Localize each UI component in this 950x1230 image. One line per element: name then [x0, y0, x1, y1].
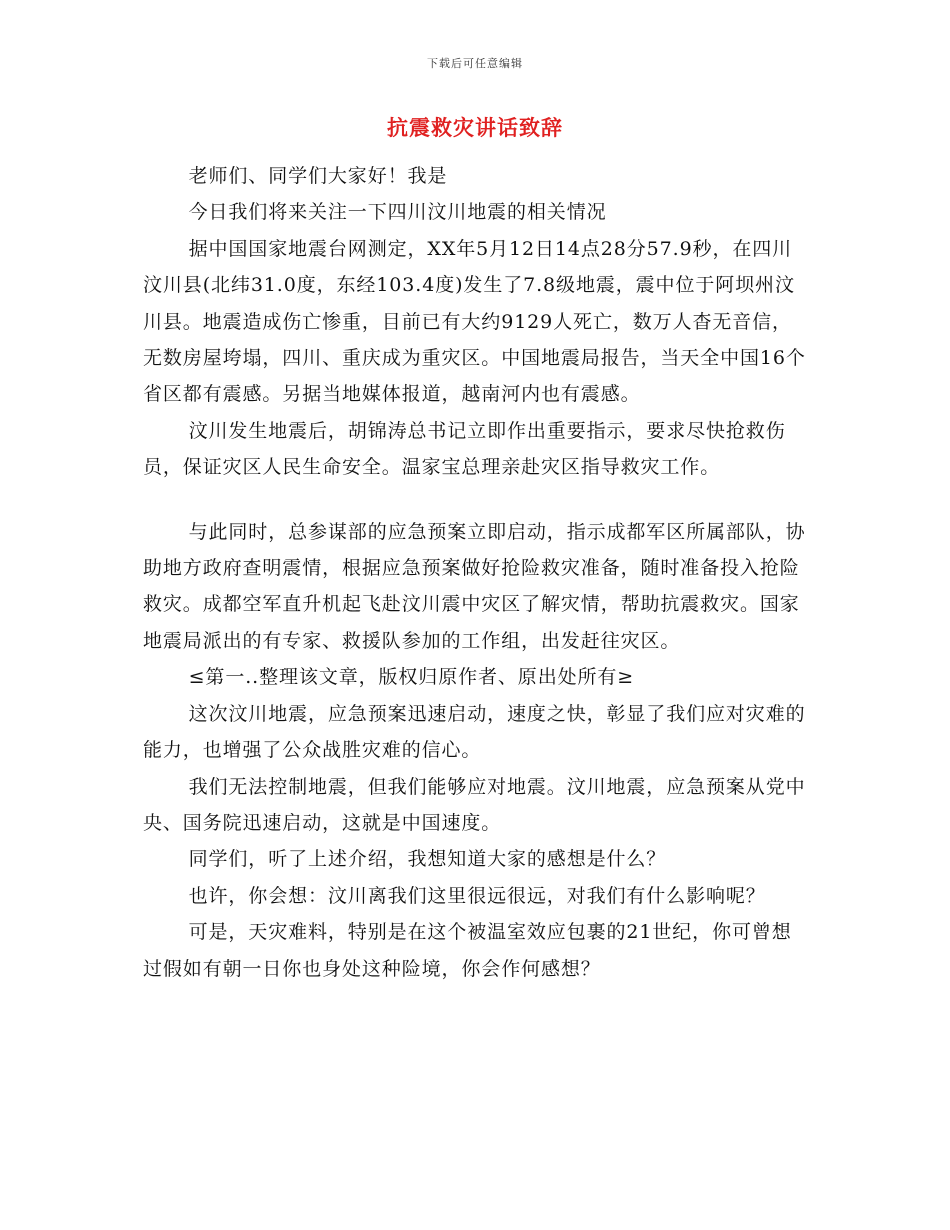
document-body — [143, 158, 811, 987]
paragraph-greeting: 老师们、同学们大家好！我是 — [188, 165, 448, 187]
paragraph-topic: 今日我们将来关注一下四川汶川地震的相关情况 — [188, 201, 607, 224]
paragraph-question: 同学们，听了上述介绍，我想知道大家的感想是什么？ — [188, 848, 667, 871]
paragraph-military-response: 与此同时，总参谋部的应急预案立即启动，指示成都军区所属部队，协助地方政府查明震情，根据应急预案做好抢险救灾准备，随时准备投入抢险救灾。成都空军直升机起飞赴汶川震中灾区了解灾情，帮助抗震救灾。国家地震局派出的有专家、救援队参加的工作组，出发赶往灾区。 — [143, 520, 806, 652]
header-note: 下载后可任意编辑 — [427, 57, 523, 70]
paragraph-earthquake-facts: 据中国国家地震台网测定，XX年5月12日14点28分57.9秒，在四川汶川县(北纬31.0度，东经103.4度)发生了7.8级地震，震中位于阿坝州汶川县。地震造成伤亡惨重，目前已有大约9129人死亡，数万人杳无音信，无数房屋垮塌，四川、重庆成为重灾区。中国地震局报告，当天全中国16个省区都有震感。另据当地媒体报道，越南河内也有震感。 — [143, 237, 806, 406]
document-title: 抗震救灾讲话致辞 — [387, 115, 563, 140]
paragraph-distance-thought: 也许，你会想：汶川离我们这里很远很远，对我们有什么影响呢？ — [188, 884, 766, 907]
paragraph-response-speed: 这次汶川地震，应急预案迅速启动，速度之快，彰显了我们应对灾难的能力，也增强了公众战胜灾难的信心。 — [143, 702, 806, 762]
paragraph-china-speed: 我们无法控制地震，但我们能够应对地震。汶川地震，应急预案从党中央、国务院迅速启动，这就是中国速度。 — [143, 775, 806, 834]
paragraph-reflection: 可是，天灾难料，特别是在这个被温室效应包裹的21世纪，你可曾想过假如有朝一日你也身处这种险境，你会作何感想？ — [143, 921, 792, 980]
paragraph-copyright-note: ≤第一..整理该文章，版权归原作者、原出处所有≥ — [188, 666, 635, 689]
paragraph-leadership-response: 汶川发生地震后，胡锦涛总书记立即作出重要指示，要求尽快抢救伤员，保证灾区人民生命安全。温家宝总理亲赴灾区指导救灾工作。 — [143, 419, 786, 479]
